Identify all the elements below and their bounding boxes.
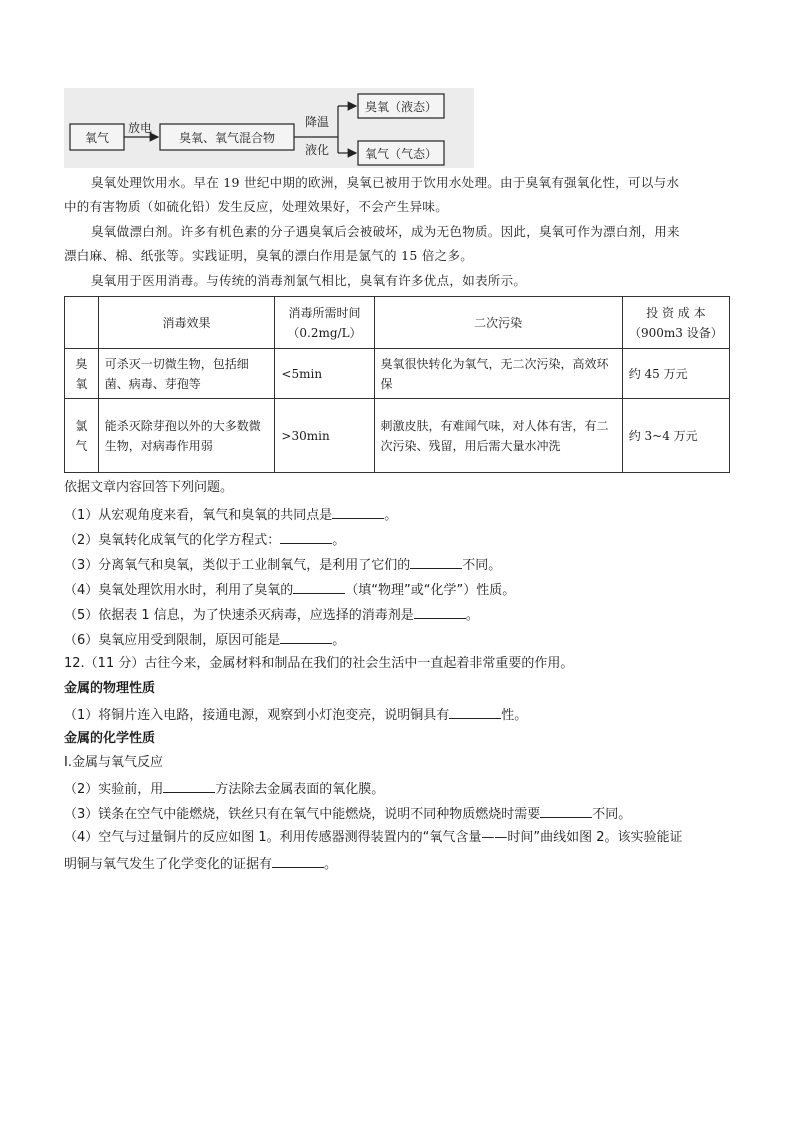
row-name-ozone — [65, 349, 99, 399]
cool-label: 降温 — [304, 115, 330, 129]
question-3 — [64, 554, 744, 576]
paragraph-line: 中的有害物质（如硫化铅）发生反应，处理效果好，不会产生异味。 — [64, 199, 449, 214]
question-text: （填“物理”或“化学”）性质。 — [345, 583, 516, 598]
question-text: （3）分离氧气和臭氧，类似于工业制氧气，是利用了它们的 — [64, 558, 411, 573]
row-name-chlorine — [65, 399, 99, 473]
question-text: 性。 — [501, 708, 528, 723]
table-row — [65, 349, 730, 399]
question-text: （2）实验前，用 — [64, 782, 164, 797]
question-text: 。 — [465, 608, 479, 623]
question-12-4: （4）空气与过量铜片的反应如图 1。利用传感器测得装置内的“氧气含量——时间”曲线如图 2。该实验能证 — [64, 830, 683, 845]
row-name-char: 氧 — [75, 376, 88, 391]
question-12-3 — [64, 803, 744, 825]
question-text: （4）臭氧处理饮用水时，利用了臭氧的 — [64, 583, 294, 598]
answer-blank[interactable] — [280, 629, 332, 644]
question-12-2 — [64, 778, 744, 800]
paragraph-line: 漂白麻、棉、纸张等。实践证明，臭氧的漂白作用是氯气的 15 倍之多。 — [64, 248, 474, 263]
cell-time: >30min — [275, 399, 374, 473]
question-text: 方法除去金属表面的氧化膜。 — [215, 782, 385, 797]
section-physical-properties: 金属的物理性质 — [64, 681, 156, 696]
liquefy-label: 液化 — [304, 143, 330, 157]
question-6 — [64, 629, 744, 651]
row-name-char: 臭 — [75, 356, 88, 371]
answer-blank[interactable] — [293, 579, 345, 594]
row-name-char: 氯 — [75, 418, 88, 433]
question-text: （1）从宏观角度来看，氧气和臭氧的共同点是 — [64, 508, 333, 523]
paragraph-line: 臭氧用于医用消毒。与传统的消毒剂氯气相比，臭氧有许多优点，如表所示。 — [91, 273, 527, 288]
paragraph-bleach — [64, 221, 730, 243]
cell-cost: 约 3~4 万元 — [622, 399, 729, 473]
question-text: 。 — [332, 633, 346, 648]
row-name-char: 气 — [75, 438, 88, 453]
diagram-svg — [64, 88, 474, 168]
question-text: （6）臭氧应用受到限制，原因可能是 — [64, 633, 281, 648]
section-chemical-properties: 金属的化学性质 — [64, 731, 156, 746]
question-text: 明铜与氧气发生了化学变化的证据有 — [64, 857, 273, 872]
answer-blank[interactable] — [540, 803, 592, 818]
table-header-row — [65, 297, 730, 349]
cell-cost: 约 45 万元 — [622, 349, 729, 399]
oxygen-gas-label: 氧气（气态） — [364, 147, 438, 161]
question-text: 不同。 — [592, 807, 632, 822]
header-pollution: 二次污染 — [374, 297, 622, 349]
oxygen-box-label: 氧气 — [84, 131, 110, 145]
answer-blank[interactable] — [163, 778, 215, 793]
questions-intro: 依据文章内容回答下列问题。 — [64, 480, 234, 495]
question-1 — [64, 504, 744, 526]
question-12-4-cont — [64, 853, 744, 875]
table-row — [65, 399, 730, 473]
ozone-separation-diagram — [64, 88, 474, 168]
paragraph-line: 臭氧处理饮用水。早在 19 世纪中期的欧洲，臭氧已被用于饮用水处理。由于臭氧有强氧化性，可以与水 — [91, 175, 680, 190]
answer-blank[interactable] — [449, 704, 501, 719]
question-text: （2）臭氧转化成氧气的化学方程式： — [64, 533, 281, 548]
question-text: （3）镁条在空气中能燃烧，铁丝只有在氧气中能燃烧，说明不同种物质燃烧时需要 — [64, 807, 541, 822]
question-text: 。 — [324, 857, 338, 872]
mixture-box-label: 臭氧、氧气混合物 — [178, 131, 276, 145]
question-5 — [64, 604, 744, 626]
subsection-metal-oxygen: Ⅰ.金属与氧气反应 — [64, 755, 163, 770]
question-12-1 — [64, 704, 744, 726]
question-text: （1）将铜片连入电路，接通电源，观察到小灯泡变亮，说明铜具有 — [64, 708, 450, 723]
header-time-line1: 消毒所需时间 — [288, 305, 361, 320]
header-cost — [622, 297, 729, 349]
question-4 — [64, 579, 744, 601]
discharge-label: 放电 — [127, 121, 153, 135]
answer-blank[interactable] — [280, 529, 332, 544]
ozone-liquid-label: 臭氧（液态） — [364, 100, 438, 114]
header-time — [275, 297, 374, 349]
question-text: 。 — [384, 508, 398, 523]
header-cost-line2: （900m3 设备） — [628, 325, 723, 340]
question-2 — [64, 529, 744, 551]
disinfectant-comparison-table — [64, 296, 730, 473]
paragraph-bleach-cont — [64, 245, 730, 267]
cell-pollution: 臭氧很快转化为氧气，无二次污染，高效环保 — [374, 349, 622, 399]
question-text: （5）依据表 1 信息，为了快速杀灭病毒，应选择的消毒剂是 — [64, 608, 414, 623]
cell-effect: 能杀灭除芽孢以外的大多数微生物，对病毒作用弱 — [98, 399, 275, 473]
question-12-stem: 12.（11 分）古往今来，金属材料和制品在我们的社会生活中一直起着非常重要的作用。 — [64, 656, 574, 671]
paragraph-drinking-water — [64, 172, 730, 194]
paragraph-line: 臭氧做漂白剂。许多有机色素的分子遇臭氧后会被破坏，成为无色物质。因此，臭氧可作为漂白剂，用来 — [91, 224, 680, 239]
header-cost-line1: 投 资 成 本 — [646, 305, 706, 320]
header-empty-cell — [65, 297, 99, 349]
answer-blank[interactable] — [272, 853, 324, 868]
question-text: 不同。 — [462, 558, 502, 573]
answer-blank[interactable] — [414, 604, 466, 619]
answer-blank[interactable] — [410, 554, 462, 569]
cell-effect: 可杀灭一切微生物，包括细菌、病毒、芽孢等 — [98, 349, 275, 399]
header-effect: 消毒效果 — [98, 297, 275, 349]
paragraph-drinking-water-cont — [64, 196, 730, 218]
cell-pollution: 刺激皮肤，有难闻气味，对人体有害，有二次污染、残留，用后需大量水冲洗 — [374, 399, 622, 473]
question-text: 。 — [332, 533, 346, 548]
cell-time: <5min — [275, 349, 374, 399]
header-time-line2: （0.2mg/L） — [287, 325, 362, 340]
paragraph-disinfection — [64, 270, 730, 292]
answer-blank[interactable] — [332, 504, 384, 519]
